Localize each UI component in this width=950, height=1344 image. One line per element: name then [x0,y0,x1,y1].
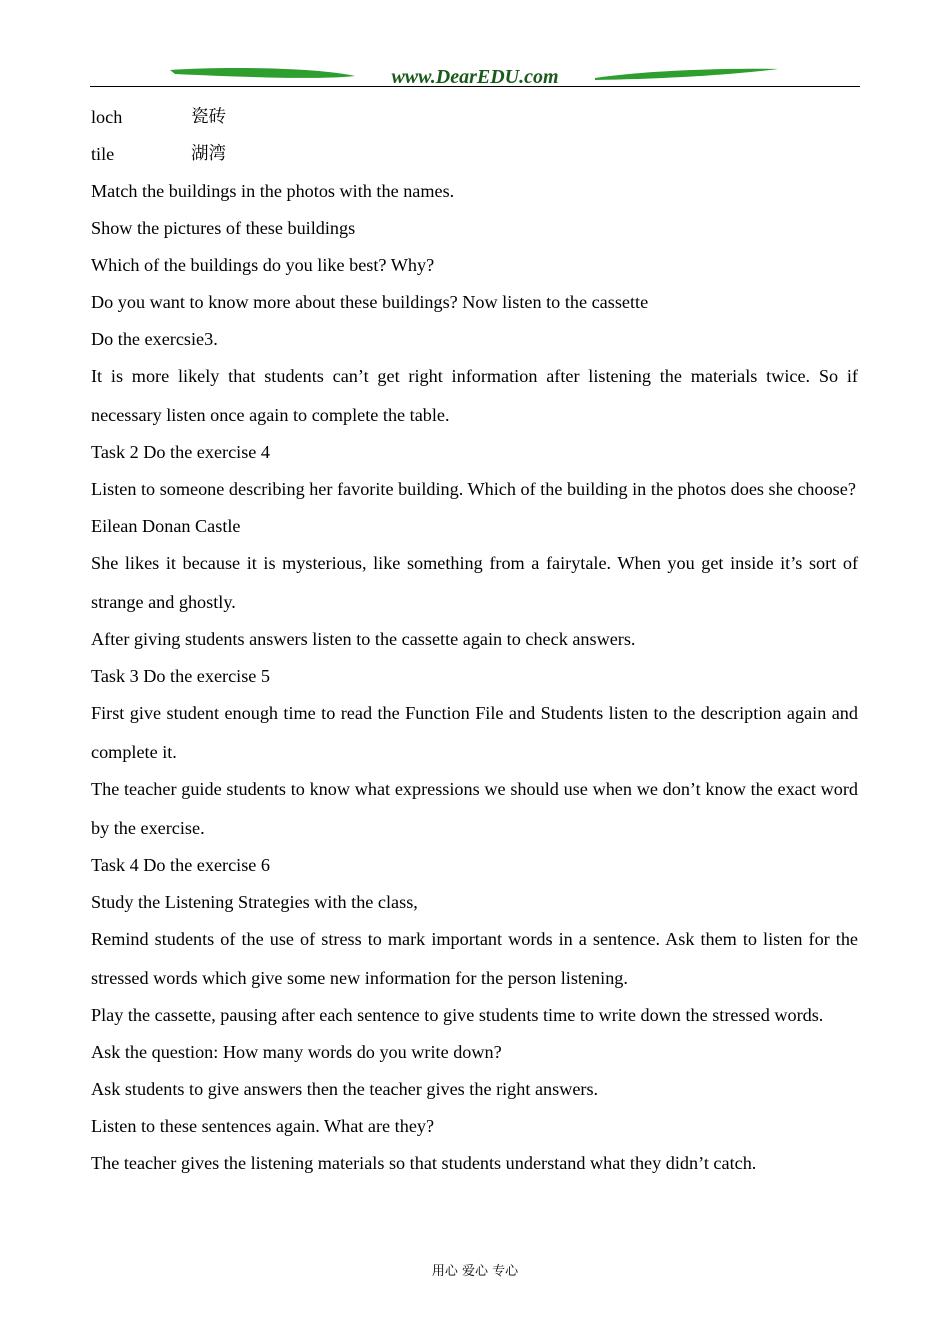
header-divider [90,86,860,87]
paragraph: Ask the question: How many words do you write down? [91,1042,502,1062]
paragraph: Match the buildings in the photos with the names. [91,181,455,201]
paragraph: The teacher guide students to know what expressions we should use when we don’t know the exact word by the exercise. [91,779,858,838]
vocab-translation: 湖湾 [191,143,226,164]
paragraph: Which of the buildings do you like best? Why? [91,255,435,275]
vocab-row [91,135,858,172]
paragraph: Remind students of the use of stress to mark important words in a sentence. Ask them to listen for the stressed words which give some new information for the person listening. [91,929,858,988]
task-heading: Task 2 Do the exercise 4 [91,442,271,462]
page-footer: 用心 爱心 专心 [431,1264,519,1279]
paragraph: Listen to someone describing her favorite building. Which of the building in the photos does she choose? [91,479,856,499]
paragraph: Listen to these sentences again. What are they? [91,1116,435,1136]
vocab-row [91,98,858,135]
task-heading: Task 4 Do the exercise 6 [91,855,271,875]
vocab-word: tile [91,143,115,164]
paragraph: After giving students answers listen to the cassette again to check answers. [91,629,636,649]
logo-text: www.DearEDU.com [391,66,559,88]
vocab-word: loch [91,106,123,127]
paragraph: Study the Listening Strategies with the class, [91,892,418,912]
paragraph: Eilean Donan Castle [91,516,241,536]
logo-swoosh-right [595,69,778,80]
paragraph: Do you want to know more about these buildings? Now listen to the cassette [91,292,649,312]
paragraph: Do the exercsie3. [91,329,218,349]
vocab-translation: 瓷砖 [191,106,226,127]
task-heading: Task 3 Do the exercise 5 [91,666,271,686]
paragraph: She likes it because it is mysterious, like something from a fairytale. When you get inside it’s sort of strange and ghostly. [91,553,858,612]
logo-swoosh-left [170,68,355,78]
paragraph: Show the pictures of these buildings [91,218,356,238]
paragraph: It is more likely that students can’t get right information after listening the materials twice. So if necessary listen once again to complete the table. [91,366,858,425]
paragraph: First give student enough time to read the Function File and Students listen to the description again and complete it. [91,703,858,762]
paragraph: The teacher gives the listening materials so that students understand what they didn’t catch. [91,1153,757,1173]
paragraph: Ask students to give answers then the teacher gives the right answers. [91,1079,599,1099]
document-body [91,98,858,1181]
paragraph: Play the cassette, pausing after each sentence to give students time to write down the stressed words. [91,1005,824,1025]
